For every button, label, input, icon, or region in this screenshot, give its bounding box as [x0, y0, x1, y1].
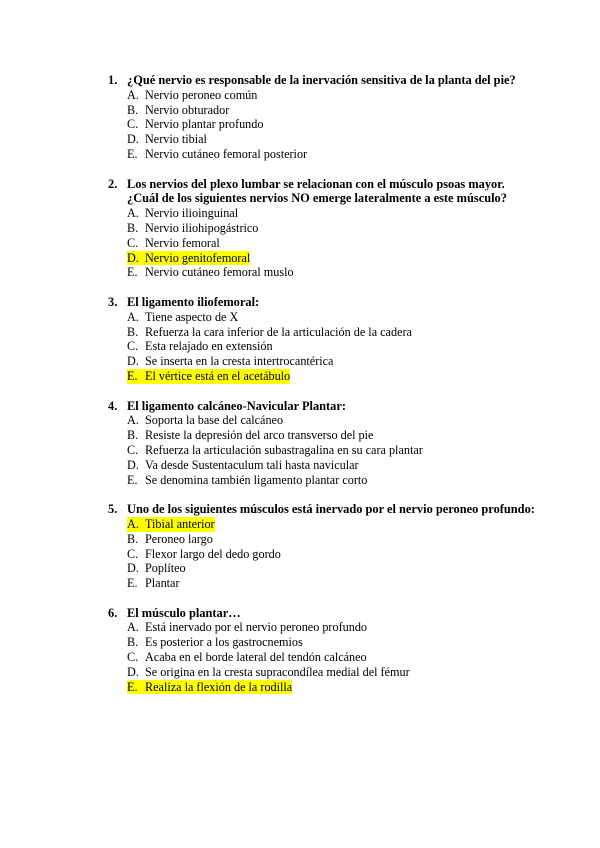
option-text: Acaba en el borde lateral del tendón calcáneo [145, 650, 367, 665]
option-text: Plantar [145, 576, 180, 591]
option-content [127, 547, 281, 562]
question-number: 2. [108, 176, 118, 191]
option-content [127, 265, 294, 280]
option-letter: B. [127, 531, 139, 546]
question-number: 3. [108, 294, 118, 309]
question-2 [0, 177, 600, 281]
option-content [127, 680, 292, 695]
option-letter: D. [127, 561, 139, 576]
answer-option [0, 325, 600, 340]
option-text: Nervio ilioinguinal [145, 206, 239, 221]
answer-option [0, 635, 600, 650]
option-content [127, 620, 367, 635]
option-text: Se denomina también ligamento plantar corto [145, 472, 368, 487]
answer-option [0, 428, 600, 443]
answer-option [0, 547, 600, 562]
option-text: Nervio genitofemoral [145, 250, 251, 265]
option-text: Refuerza la cara inferior de la articulación de la cadera [145, 324, 412, 339]
document-page [0, 73, 600, 709]
option-content [127, 236, 220, 251]
option-letter: D. [127, 664, 139, 679]
question-line: El ligamento iliofemoral: [127, 294, 260, 309]
answer-option [0, 354, 600, 369]
answer-option [0, 117, 600, 132]
answer-option-highlighted [0, 369, 600, 384]
answer-option-highlighted [0, 517, 600, 532]
option-content [127, 251, 250, 266]
question-text [0, 177, 600, 192]
question-text [0, 502, 600, 517]
option-text: Nervio tibial [145, 132, 207, 147]
option-text: Tiene aspecto de X [145, 309, 239, 324]
option-letter: D. [127, 457, 139, 472]
question-line: Los nervios del plexo lumbar se relacionan con el músculo psoas mayor. [127, 176, 505, 191]
option-letter: B. [127, 220, 139, 235]
option-letter: B. [127, 324, 139, 339]
option-text: Poplíteo [145, 561, 186, 576]
option-content [127, 325, 412, 340]
option-letter: A. [127, 206, 139, 221]
question-5 [0, 502, 600, 591]
answer-option [0, 132, 600, 147]
option-content [127, 443, 423, 458]
option-content [127, 635, 303, 650]
option-content [127, 458, 359, 473]
option-letter: A. [127, 309, 139, 324]
question-text [0, 191, 600, 206]
answer-option [0, 413, 600, 428]
option-letter: E. [127, 576, 138, 591]
question-number: 4. [108, 398, 118, 413]
question-line: El músculo plantar… [127, 605, 241, 620]
option-text: Nervio plantar profundo [145, 117, 264, 132]
answer-option [0, 88, 600, 103]
option-letter: C. [127, 546, 139, 561]
question-4 [0, 399, 600, 488]
option-content [127, 473, 367, 488]
option-letter: D. [127, 250, 139, 265]
option-letter: D. [127, 132, 139, 147]
question-number: 6. [108, 605, 118, 620]
option-letter: A. [127, 620, 139, 635]
answer-option [0, 310, 600, 325]
answer-option [0, 339, 600, 354]
option-text: Tibial anterior [145, 516, 215, 531]
option-content [127, 339, 273, 354]
option-letter: E. [127, 368, 138, 383]
answer-option-highlighted [0, 680, 600, 695]
answer-option [0, 473, 600, 488]
option-content [127, 88, 257, 103]
option-text: Es posterior a los gastrocnemios [145, 635, 303, 650]
answer-option [0, 561, 600, 576]
option-letter: E. [127, 679, 138, 694]
question-number: 1. [108, 73, 118, 87]
option-letter: A. [127, 413, 139, 428]
answer-option [0, 576, 600, 591]
option-letter: A. [127, 87, 139, 102]
question-text [0, 399, 600, 414]
answer-option [0, 236, 600, 251]
option-text: Refuerza la articulación subastragalina en su cara plantar [145, 442, 423, 457]
answer-option [0, 206, 600, 221]
option-text: Está inervado por el nervio peroneo profundo [145, 620, 368, 635]
option-text: Nervio cutáneo femoral posterior [145, 146, 308, 161]
option-letter: B. [127, 102, 139, 117]
option-content [127, 532, 213, 547]
option-text: Nervio peroneo común [145, 87, 258, 102]
option-text: Esta relajado en extensión [145, 339, 273, 354]
option-content [127, 413, 283, 428]
option-text: Soporta la base del calcáneo [145, 413, 284, 428]
answer-option [0, 620, 600, 635]
question-line: El ligamento calcáneo-Navicular Plantar: [127, 398, 346, 413]
option-content [127, 428, 373, 443]
question-text [0, 73, 600, 88]
option-content [127, 354, 333, 369]
option-content [127, 650, 367, 665]
option-content [127, 206, 238, 221]
question-6 [0, 606, 600, 695]
option-letter: C. [127, 442, 139, 457]
option-text: Va desde Sustentaculum tali hasta navicular [145, 457, 359, 472]
option-text: Nervio obturador [145, 102, 230, 117]
answer-option [0, 443, 600, 458]
option-letter: E. [127, 472, 138, 487]
answer-option [0, 532, 600, 547]
option-text: Se origina en la cresta supracondílea medial del fémur [145, 664, 410, 679]
question-line: Uno de los siguientes músculos está inervado por el nervio peroneo profundo: [127, 502, 535, 517]
answer-option [0, 265, 600, 280]
option-text: Peroneo largo [145, 531, 213, 546]
option-content [127, 221, 258, 236]
answer-option [0, 665, 600, 680]
option-letter: C. [127, 117, 139, 132]
option-letter: D. [127, 354, 139, 369]
answer-option [0, 103, 600, 118]
answer-option [0, 221, 600, 236]
option-text: Nervio cutáneo femoral muslo [145, 265, 294, 280]
option-text: Nervio femoral [145, 235, 220, 250]
answer-option [0, 650, 600, 665]
option-content [127, 132, 207, 147]
option-text: Realiza la flexión de la rodilla [145, 679, 293, 694]
question-text [0, 606, 600, 621]
option-letter: A. [127, 516, 139, 531]
option-content [127, 310, 238, 325]
option-letter: C. [127, 235, 139, 250]
option-letter: C. [127, 339, 139, 354]
option-letter: B. [127, 428, 139, 443]
question-number: 5. [108, 502, 118, 517]
option-text: Nervio iliohipogástrico [145, 220, 259, 235]
question-text [0, 295, 600, 310]
option-letter: B. [127, 635, 139, 650]
question-3 [0, 295, 600, 384]
option-text: El vértice está en el acetábulo [145, 368, 291, 383]
option-text: Se inserta en la cresta intertrocantérica [145, 354, 334, 369]
answer-option-highlighted [0, 251, 600, 266]
option-letter: C. [127, 650, 139, 665]
option-content [127, 576, 180, 591]
option-text: Flexor largo del dedo gordo [145, 546, 281, 561]
option-content [127, 665, 410, 680]
option-content [127, 369, 290, 384]
question-line: ¿Qué nervio es responsable de la inervación sensitiva de la planta del pie? [127, 73, 516, 87]
option-content [127, 561, 186, 576]
option-text: Resiste la depresión del arco transverso del pie [145, 428, 374, 443]
option-content [127, 103, 229, 118]
question-line: ¿Cuál de los siguientes nervios NO emerge lateralmente a este músculo? [127, 191, 507, 206]
answer-option [0, 458, 600, 473]
option-letter: E. [127, 146, 138, 161]
option-content [127, 147, 307, 162]
answer-option [0, 147, 600, 162]
question-1 [0, 73, 600, 162]
option-letter: E. [127, 265, 138, 280]
option-content [127, 117, 263, 132]
option-content [127, 517, 215, 532]
